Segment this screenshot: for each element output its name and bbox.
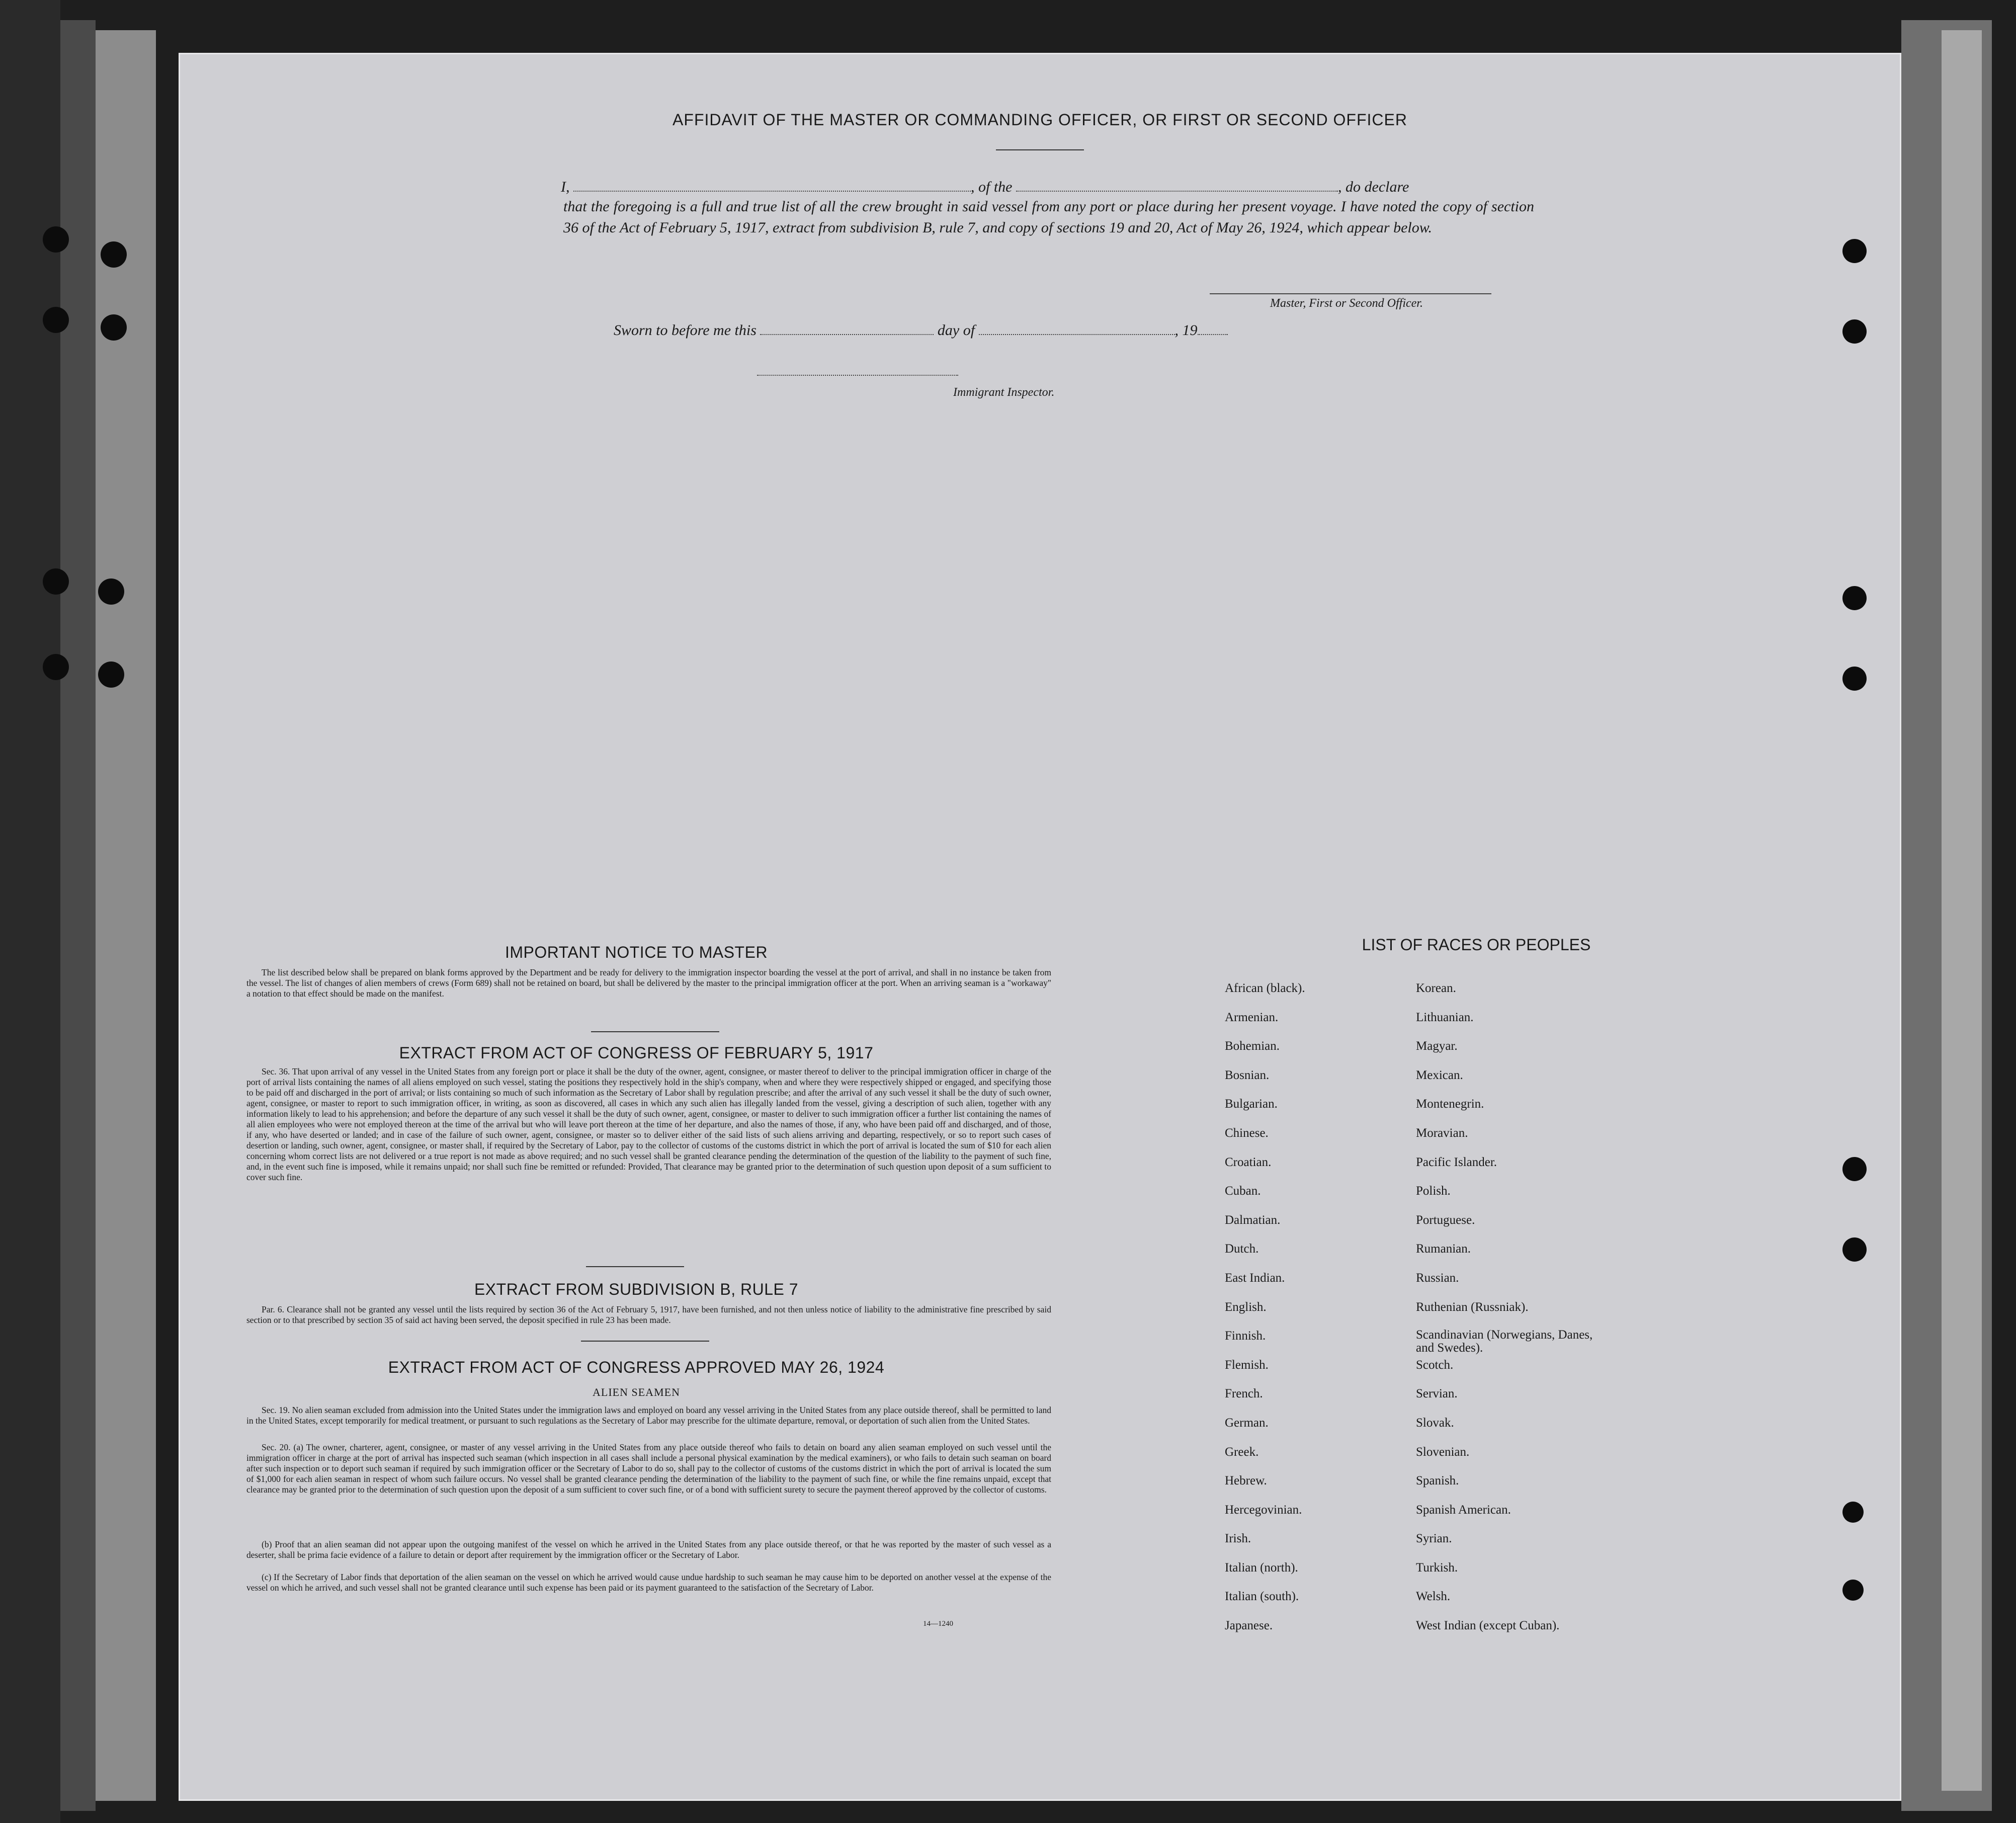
section-20b-text: (b) Proof that an alien seaman did not appear upon the outgoing manifest of the vessel on which he arrived in the United States from any place outside thereof, or that he was reported by the master of such vessel as a deserter, shall be prima facie evidence of a failure to detain or deport after requirement by the immigration officer or the Secretary of Labor. [246, 1539, 1051, 1560]
race-item: Welsh. [1416, 1590, 1451, 1604]
section-20c-text: (c) If the Secretary of Labor finds that deportation of the alien seaman on the vessel on which he arrived would cause undue hardship to such seaman he may cause him to be deported on another vessel at the expense of the vessel on which he arrived, and such vessel shall not be granted clearance until such expense has been paid or its payment guaranteed to the satisfaction of the Secretary of Labor. [246, 1572, 1051, 1593]
race-item: Italian (north). [1225, 1560, 1298, 1575]
race-item: French. [1225, 1387, 1263, 1401]
extract-rule7-text: Par. 6. Clearance shall not be granted any vessel until the lists required by section 36 of the Act of February 5, 1917, have been furnished, and not then unless notice of liability to the administrative fine prescribed by said section or to that prescribed by section 35 of said act having been served, the deposit specified in rule 23 has been made. [246, 1304, 1051, 1325]
races-title: LIST OF RACES OR PEOPLES [1362, 936, 1591, 954]
signature-line[interactable] [1210, 293, 1491, 294]
race-item: Turkish. [1416, 1560, 1458, 1575]
extract-1924-title: EXTRACT FROM ACT OF CONGRESS APPROVED MAY 26, 1924 [388, 1358, 885, 1376]
races-column-2 [1416, 981, 1612, 1647]
race-item: Japanese. [1225, 1619, 1273, 1633]
punch-hole [1842, 1502, 1864, 1523]
binder-hole [101, 241, 127, 268]
race-item: Croatian. [1225, 1155, 1272, 1169]
race-item: Polish. [1416, 1184, 1451, 1198]
punch-hole [1842, 1580, 1864, 1601]
race-item: Greek. [1225, 1445, 1259, 1459]
sworn-day-of: day of [937, 322, 975, 339]
race-item: Portuguese. [1416, 1213, 1475, 1227]
race-item: Chinese. [1225, 1126, 1269, 1140]
document-page [179, 53, 1901, 1801]
binder-hole [43, 654, 69, 680]
race-item: African (black). [1225, 981, 1305, 995]
race-item: Lithuanian. [1416, 1010, 1474, 1024]
section-divider [586, 1266, 684, 1267]
vessel-blank[interactable] [1016, 180, 1338, 192]
race-item: Irish. [1225, 1532, 1251, 1546]
race-item: Spanish American. [1416, 1503, 1511, 1517]
race-item: Scotch. [1416, 1358, 1454, 1372]
punch-hole [1842, 1157, 1867, 1181]
race-item: Finnish. [1225, 1329, 1266, 1343]
punch-hole [1842, 667, 1867, 691]
binder-hole [43, 226, 69, 253]
name-blank[interactable] [573, 180, 971, 192]
declaration-body: that the foregoing is a full and true list of all the crew brought in said vessel from any port or place during her present voyage. I have noted the copy of section 36 of the Act of February 5, 1917, extract from subdivision B, rule 7, and copy of sections 19 and 20, Act of May 26, 1924, which appear below. [563, 198, 1534, 236]
race-item: East Indian. [1225, 1271, 1285, 1285]
declaration-i: I, [561, 179, 570, 195]
race-item: Scandinavian (Norwegians, Danes, and Swedes). [1416, 1328, 1593, 1355]
sworn-year-blank[interactable] [1198, 323, 1228, 335]
race-item: Rumanian. [1416, 1242, 1471, 1256]
race-item: Bohemian. [1225, 1039, 1280, 1053]
race-item: Slovak. [1416, 1416, 1454, 1430]
race-item: Ruthenian (Russniak). [1416, 1300, 1529, 1314]
extract-1917-title: EXTRACT FROM ACT OF CONGRESS OF FEBRUARY 5, 1917 [399, 1044, 874, 1062]
race-item: Hebrew. [1225, 1474, 1267, 1488]
race-item: Russian. [1416, 1271, 1459, 1285]
race-item: Dalmatian. [1225, 1213, 1281, 1227]
signature-label: Master, First or Second Officer. [1270, 297, 1423, 310]
race-item: English. [1225, 1300, 1267, 1314]
race-item: Pacific Islander. [1416, 1155, 1497, 1169]
race-item: Korean. [1416, 981, 1456, 995]
punch-hole [1842, 1237, 1867, 1262]
sworn-month-blank[interactable] [979, 323, 1175, 335]
form-number: 14—1240 [923, 1620, 953, 1628]
punch-hole [1842, 319, 1867, 344]
backdrop-left-dark [0, 0, 60, 1823]
race-item: German. [1225, 1416, 1269, 1430]
section-20a-text: Sec. 20. (a) The owner, charterer, agent, consignee, or master of any vessel arriving in the United States from any place outside thereof who fails to detain on board any alien seaman employed on such vessel until the immigration officer in charge at the port of arrival has inspected such seaman (which inspection in all cases shall include a personal physical examination by the medical examiners), or who fails to detain such seaman on board after such inspection or to deport such seaman if required by such immigration officer or the Secretary of Labor to do so, shall pay to the collector of customs of the customs district in which the port of arrival is located the sum of $1,000 for each alien seaman in respect of whom such failure occurs. No vessel shall be granted clearance pending the determination of the liability to the payment of such fine, or while the fine remains unpaid, except that clearance may be granted prior to the determination of such question upon the deposit of a sum sufficient to cover such fine, or of a bond with sufficient surety to secure the payment thereof approved by the collector of customs. [246, 1442, 1051, 1495]
race-item: Hercegovinian. [1225, 1503, 1302, 1517]
inspector-label: Immigrant Inspector. [953, 386, 1055, 399]
race-item: Montenegrin. [1416, 1097, 1484, 1111]
notice-text: The list described below shall be prepared on blank forms approved by the Department and be ready for delivery to the immigration inspector boarding the vessel at the port of arrival, and shall in no instance be taken from the vessel. The list of changes of alien members of crews (Form 689) shall not be retained on board, but shall be delivered by the master to the principal immigration officer at the port. When an arriving seaman is a "workaway" a notation to that effect should be made on the manifest. [246, 967, 1051, 999]
declaration-do-declare: , do declare [1338, 179, 1409, 195]
race-item: Syrian. [1416, 1532, 1452, 1546]
race-item: Spanish. [1416, 1474, 1459, 1488]
race-item: Italian (south). [1225, 1590, 1299, 1604]
race-item: Magyar. [1416, 1039, 1458, 1053]
binder-hole [43, 568, 69, 595]
affidavit-title: AFFIDAVIT OF THE MASTER OR COMMANDING OFFICER, OR FIRST OR SECOND OFFICER [673, 111, 1407, 129]
sworn-day-blank[interactable] [760, 323, 934, 335]
backdrop-right-page-edge [1942, 30, 1982, 1791]
inspector-signature-line[interactable] [757, 375, 958, 376]
race-item: Armenian. [1225, 1010, 1279, 1024]
section-divider [591, 1031, 719, 1032]
race-item: Cuban. [1225, 1184, 1261, 1198]
sworn-line [614, 319, 1469, 342]
sworn-text: Sworn to before me this [614, 322, 757, 339]
backdrop-left-page-edge [96, 30, 156, 1801]
extract-rule7-title: EXTRACT FROM SUBDIVISION B, RULE 7 [474, 1280, 799, 1298]
backdrop-left-strip [60, 20, 96, 1811]
race-item: West Indian (except Cuban). [1416, 1619, 1560, 1633]
punch-hole [1842, 586, 1867, 610]
title-divider [996, 149, 1084, 150]
race-item: Bulgarian. [1225, 1097, 1278, 1111]
race-item: Bosnian. [1225, 1068, 1270, 1082]
extract-1917-text: Sec. 36. That upon arrival of any vessel in the United States from any foreign port or place it shall be the duty of the owner, agent, consignee, or master thereof to deliver to the principal immigration officer in charge of the port of arrival lists containing the names of all aliens employed on such vessel, stating the positions they respectively hold in the ship's company, when and where they were respectively shipped or engaged, and specifying those to be paid off and discharged in the port of arrival; or lists containing so much of such information as the Secretary of Labor shall by regulation prescribe; and after the arrival of any such vessel it shall be the duty of such owner, agent, consignee, or master to report to such immigration officer, in writing, as soon as discovered, all cases in which any such alien has illegally landed from the vessel, giving a description of such alien, together with any information likely to lead to his apprehension; and before the departure of any such vessel it shall be the duty of such owner, agent, consignee, or master to deliver to such immigration officer a further list containing the names of all alien employees who were not employed thereon at the time of the arrival but who will leave port thereon at the time of her departure, and also the names of those, if any, who have been paid off and discharged, and of those, if any, who have deserted or landed; and in case of the failure of such owner, agent, consignee, or master so to deliver either of the said lists of such aliens arriving and departing, respectively, or so to report such cases of desertion or landing, such owner, agent, consignee, or master shall, if required by the Secretary of Labor, pay to the collector of customs of the customs district in which the port of arrival is located the sum of $10 for each alien concerning whom correct lists are not delivered or a true report is not made as above required; and no such vessel shall be granted clearance pending the determination of the question of the liability to the payment of such fine, and, in the event such fine is imposed, while it remains unpaid; nor shall such fine be remitted or refunded: Provided, That clearance may be granted prior to the determination of such question upon deposit of a sum sufficient to cover such fine. [246, 1066, 1051, 1182]
race-item: Slovenian. [1416, 1445, 1470, 1459]
binder-hole [43, 307, 69, 333]
binder-hole [98, 578, 124, 605]
race-item: Moravian. [1416, 1126, 1468, 1140]
binder-hole [98, 661, 124, 688]
race-item: Dutch. [1225, 1242, 1259, 1256]
section-divider [581, 1341, 709, 1342]
declaration-of-the: , of the [971, 179, 1013, 195]
sworn-year-prefix: , 19 [1174, 322, 1198, 339]
binder-hole [101, 314, 127, 341]
race-item: Flemish. [1225, 1358, 1269, 1372]
punch-hole [1842, 239, 1867, 263]
race-item: Servian. [1416, 1387, 1458, 1401]
alien-seamen-subtitle: ALIEN SEAMEN [593, 1386, 680, 1398]
race-item: Mexican. [1416, 1068, 1463, 1082]
section-19-text: Sec. 19. No alien seaman excluded from admission into the United States under the immigration laws and employed on board any vessel arriving in the United States from any place outside thereof, shall be permitted to land in the United States, except temporarily for medical treatment, or pursuant to such regulations as the Secretary of Labor may prescribe for the ultimate departure, removal, or deportation of such alien from the United States. [246, 1405, 1051, 1426]
declaration-line [561, 176, 1567, 198]
notice-title: IMPORTANT NOTICE TO MASTER [505, 943, 768, 961]
